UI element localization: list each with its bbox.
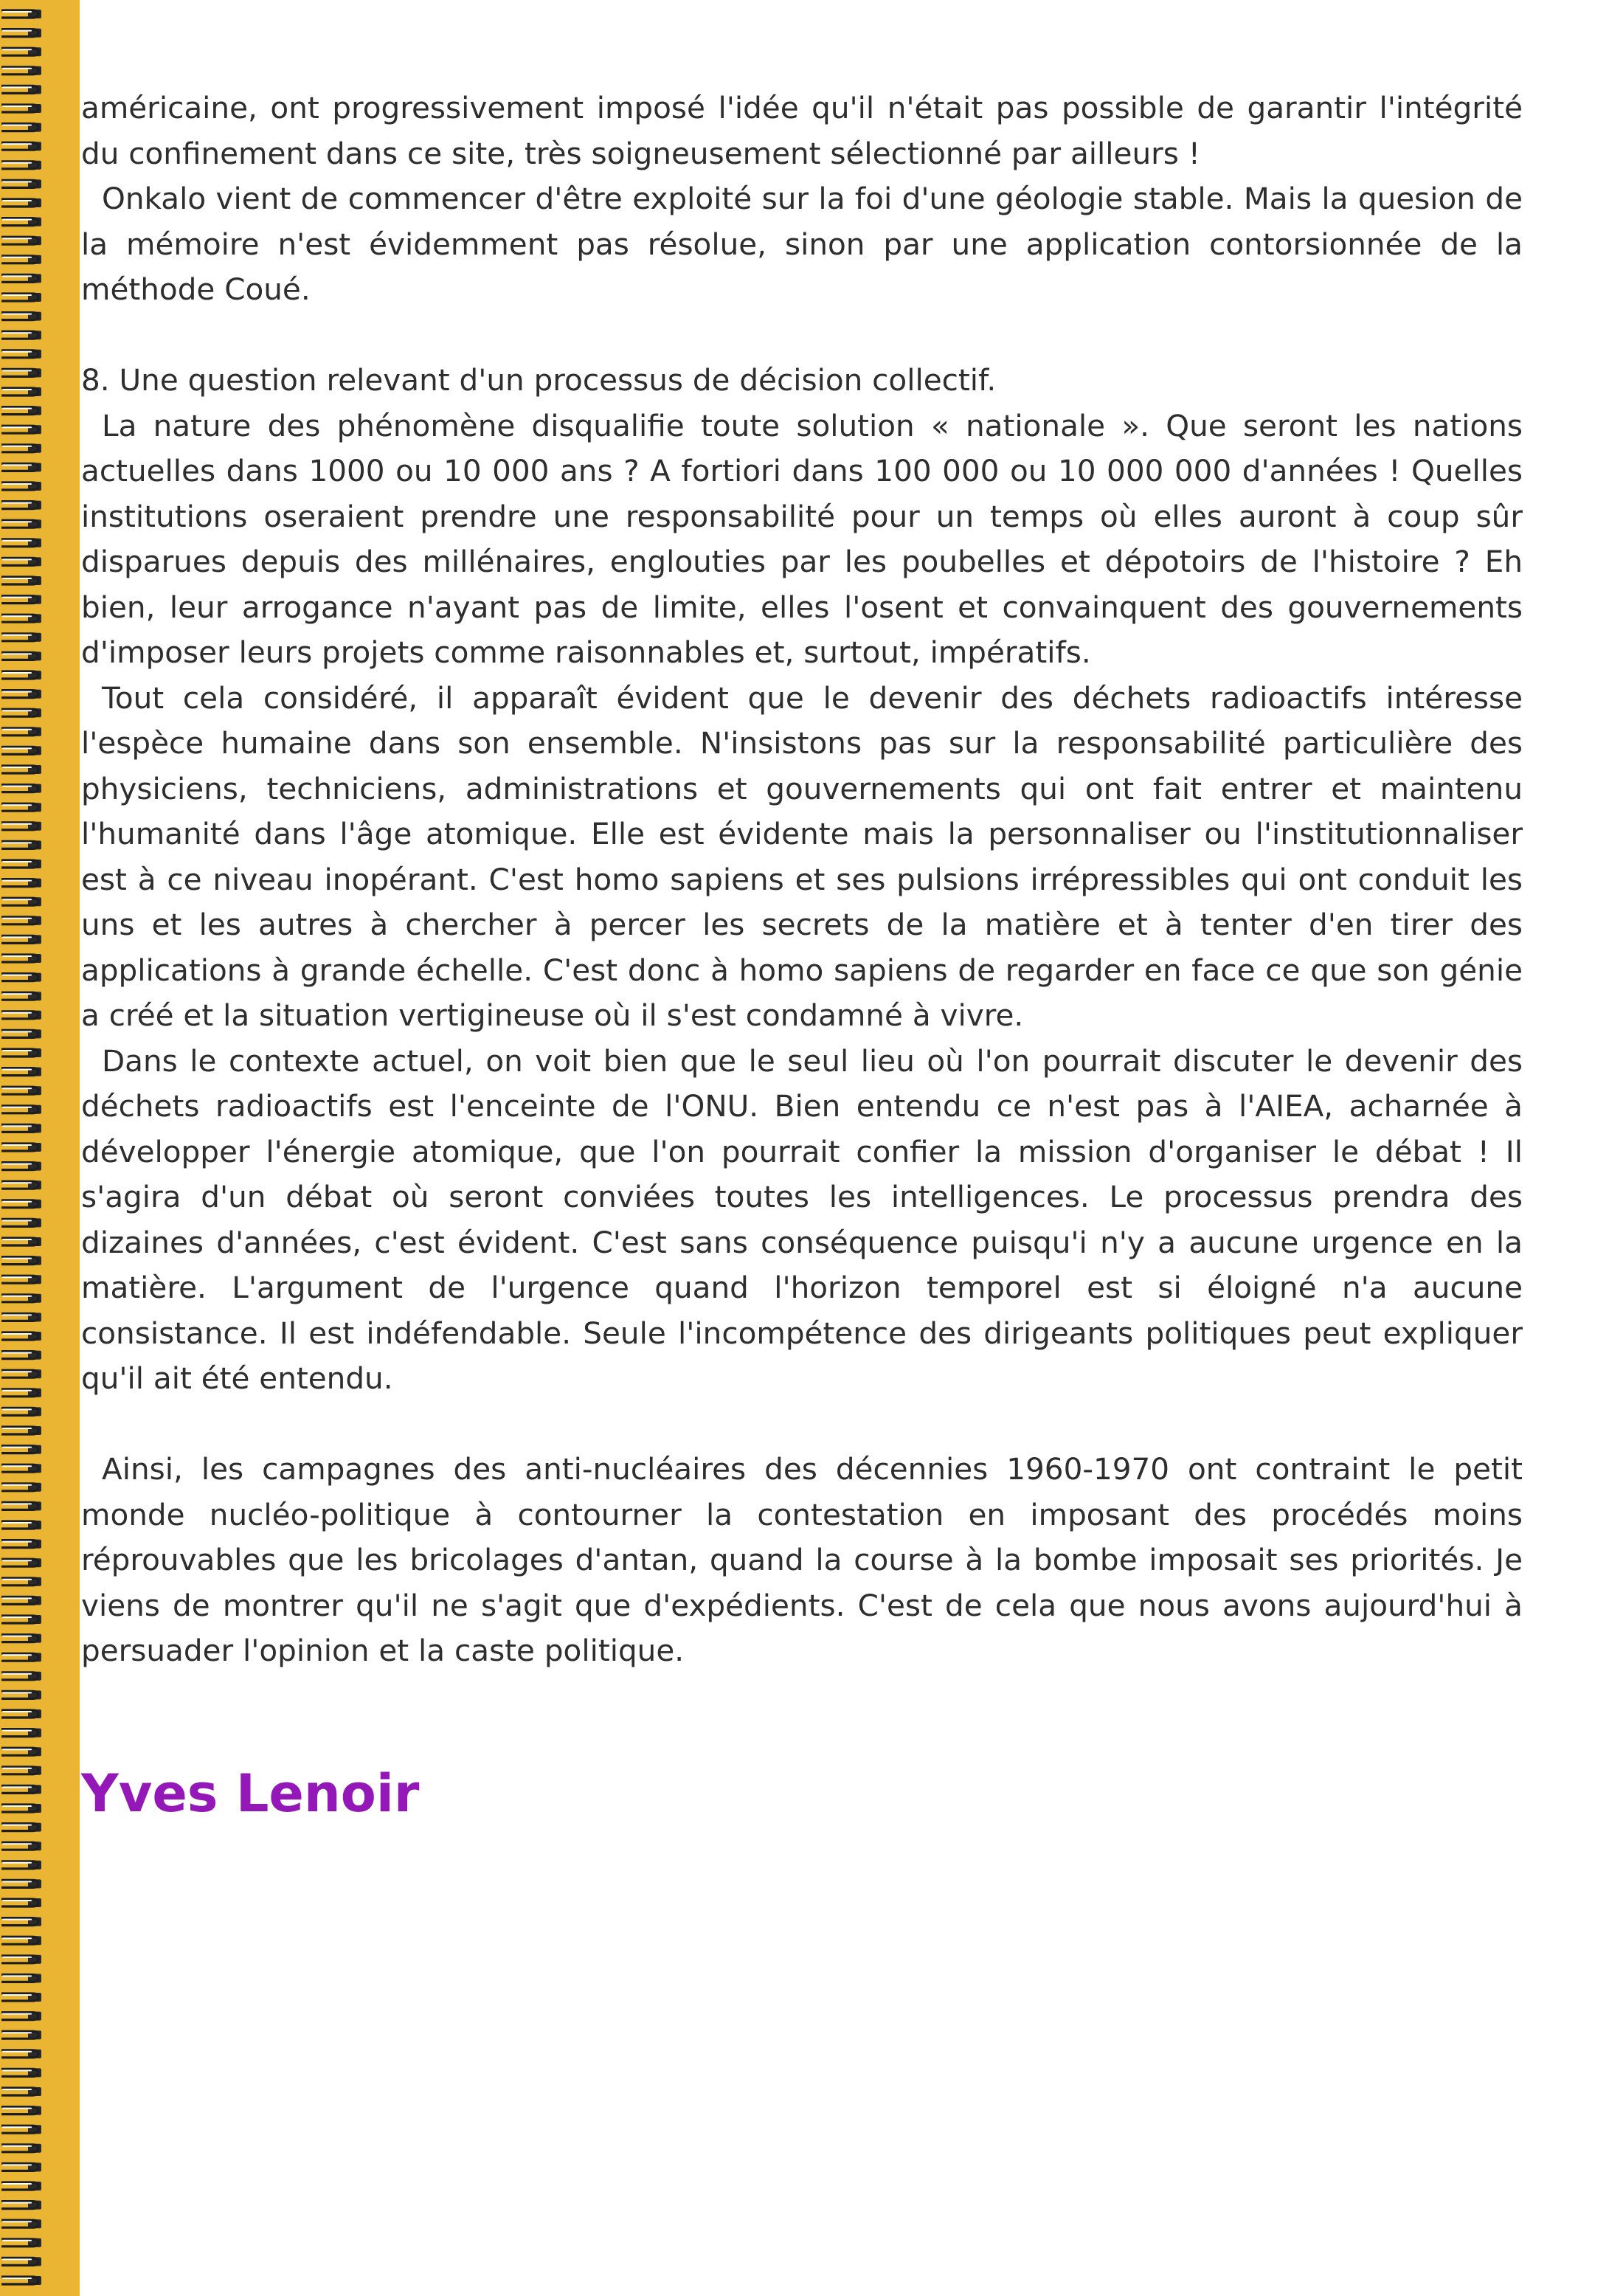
spiral-ring	[1, 85, 41, 94]
spiral-ring	[1, 1634, 41, 1643]
spiral-ring	[1, 407, 41, 415]
spiral-ring	[1, 1294, 41, 1303]
spiral-ring	[1, 633, 41, 642]
spiral-ring	[1, 179, 41, 188]
paragraph-3: La nature des phénomène disqualifie toute solution « nationale ». Que seront les nations actuelles dans 1000 ou 10 000 ans ? A fortiori dans 100 000 ou 10 000 000 d'années ! Quelles institutions oseraient prendre une responsabilité pour un temps où elles auront à coup sûr disparues depuis des millénaires, englouties par les poubelles et dépotoirs de l'histoire ? Eh bien, leur arrogance n'ayant pas de limite, elles l'osent et convainquent des gouvernements d'imposer leurs projets comme raisonnables et, surtout, impératifs.	[81, 407, 1523, 670]
spiral-ring	[1, 1068, 41, 1076]
spiral-ring	[1, 1011, 41, 1020]
spiral-ring	[1, 1729, 41, 1737]
spiral-ring	[1, 1804, 41, 1813]
spiral-ring	[1, 293, 41, 302]
spiral-ring	[1, 539, 41, 547]
spiral-rings	[0, 0, 80, 2296]
spiral-ring	[1, 331, 41, 339]
spiral-ring	[1, 2276, 41, 2285]
spiral-ring	[1, 123, 41, 132]
spiral-ring	[1, 425, 41, 434]
spiral-ring	[1, 1898, 41, 1907]
paragraph-2: Onkalo vient de commencer d'être exploité sur la foi d'une géologie stable. Mais la quesion de la mémoire n'est évidemment pas résolue, sinon par une application contorsionnée de la méthode Coué.	[81, 181, 1523, 307]
spiral-ring	[1, 387, 41, 396]
spiral-ring	[1, 1086, 41, 1095]
spiral-ring	[1, 840, 41, 849]
spiral-ring	[1, 10, 41, 18]
spiral-ring	[1, 1426, 41, 1435]
spiral-ring	[1, 1615, 41, 1624]
spiral-ring	[1, 1275, 41, 1284]
spiral-ring	[1, 463, 41, 471]
spiral-ring	[1, 1785, 41, 1794]
spiral-ring	[1, 746, 41, 755]
spiral-ring	[1, 671, 41, 680]
spiral-ring	[1, 727, 41, 736]
spiral-ring	[1, 651, 41, 660]
author-signature: Yves Lenoir	[81, 1763, 420, 1824]
spiral-ring	[1, 66, 41, 75]
paragraph-6: Ainsi, les campagnes des anti-nucléaires des décennies 1960-1970 ont contraint le petit monde nucléo-politique à contourner la contestation en imposant des procédés moins réprouvables que les bricolages d'antan, quand la course à la bombe imposait ses priorités. Je viens de montrer qu'il ne s'agit que d'expédients. C'est de cela que nous avons aujourd'hui à persuader l'opinion et la caste politique.	[81, 1451, 1523, 1668]
spiral-ring	[1, 1918, 41, 1926]
spiral-ring	[1, 1747, 41, 1756]
spiral-ring	[1, 1823, 41, 1832]
spiral-ring	[1, 104, 41, 113]
spiral-ring	[1, 47, 41, 56]
spiral-ring	[1, 2201, 41, 2210]
spiral-ring	[1, 312, 41, 321]
spiral-ring	[1, 897, 41, 906]
spiral-ring	[1, 2030, 41, 2039]
spiral-ring	[1, 973, 41, 982]
spiral-ring	[1, 1766, 41, 1775]
spiral-ring	[1, 2068, 41, 2077]
spiral-ring	[1, 708, 41, 717]
spiral-ring	[1, 1842, 41, 1850]
spiral-ring	[1, 482, 41, 491]
spiral-binding	[0, 0, 80, 2296]
spiral-ring	[1, 1124, 41, 1133]
spiral-ring	[1, 1029, 41, 1038]
spiral-ring	[1, 2106, 41, 2115]
spiral-ring	[1, 2144, 41, 2153]
spiral-ring	[1, 1596, 41, 1605]
spiral-ring	[1, 161, 41, 170]
spiral-ring	[1, 690, 41, 699]
spiral-ring	[1, 1407, 41, 1416]
spiral-ring	[1, 1483, 41, 1492]
spiral-ring	[1, 1048, 41, 1057]
spiral-ring	[1, 765, 41, 774]
spiral-ring	[1, 1369, 41, 1378]
spiral-ring	[1, 501, 41, 510]
spiral-ring	[1, 218, 41, 227]
spiral-ring	[1, 368, 41, 377]
spiral-ring	[1, 274, 41, 283]
spiral-ring	[1, 519, 41, 528]
spiral-ring	[1, 1955, 41, 1964]
spiral-ring	[1, 2012, 41, 2021]
spiral-ring	[1, 2125, 41, 2134]
spiral-ring	[1, 444, 41, 453]
paragraph-4: Tout cela considéré, il apparaît évident que le devenir des déchets radioactifs intéresse l'espèce humaine dans son ensemble. N'insistons pas sur la responsabilité particulière des physiciens, techniciens, administrations et gouvernements qui ont fait entrer et maintenu l'humanité dans l'âge atomique. Elle est évidente mais la personnaliser ou l'institutionnaliser est à ce niveau inopérant. C'est homo sapiens et ses pulsions irrépressibles qui ont conduit les uns et les autres à chercher à percer les secrets de la matière et à tenter d'en tirer des applications à grande échelle. C'est donc à homo sapiens de regarder en face ce que son génie a créé et la situation vertigineuse où il s'est condamné à vivre.	[81, 680, 1523, 1033]
spiral-ring	[1, 1879, 41, 1888]
spiral-ring	[1, 1105, 41, 1114]
spiral-ring	[1, 350, 41, 359]
spiral-ring	[1, 1351, 41, 1360]
spiral-ring	[1, 2087, 41, 2096]
spiral-ring	[1, 1162, 41, 1171]
spiral-ring	[1, 1218, 41, 1227]
spiral-ring	[1, 1180, 41, 1189]
spiral-ring	[1, 1143, 41, 1152]
spiral-ring	[1, 255, 41, 264]
spiral-ring	[1, 1313, 41, 1321]
spiral-ring	[1, 1690, 41, 1699]
spiral-ring	[1, 2162, 41, 2171]
spiral-ring	[1, 29, 41, 38]
paragraph-1: américaine, ont progressivement imposé l'idée qu'il n'était pas possible de garantir l'intégrité du confinement dans ce site, très soigneusement sélectionné par ailleurs !	[81, 90, 1523, 171]
spiral-ring	[1, 1464, 41, 1473]
spiral-ring	[1, 614, 41, 623]
paragraph-5: Dans le contexte actuel, on voit bien que le seul lieu où l'on pourrait discuter le devenir des déchets radioactifs est l'enceinte de l'ONU. Bien entendu ce n'est pas à l'AIEA, acharnée à développer l'énergie atomique, que l'on pourrait confier la mission d'organiser le débat ! Il s'agira d'un débat où seront conviées toutes les intelligences. Le processus prendra des dizaines d'années, c'est évident. C'est sans conséquence puisqu'i n'y a aucune urgence en la matière. L'argument de l'urgence quand l'horizon temporel est si éloigné n'a aucune consistance. Il est indéfendable. Seule l'incompétence des dirigeants politiques peut expliquer qu'il ait été entendu.	[81, 1042, 1523, 1396]
spiral-ring	[1, 916, 41, 925]
spiral-ring	[1, 557, 41, 566]
spiral-ring	[1, 198, 41, 207]
spiral-ring	[1, 142, 41, 151]
spiral-ring	[1, 1237, 41, 1246]
spiral-ring	[1, 1256, 41, 1265]
spiral-ring	[1, 2182, 41, 2190]
spiral-ring	[1, 595, 41, 604]
spiral-ring	[1, 879, 41, 888]
spiral-ring	[1, 1521, 41, 1529]
spiral-ring	[1, 2219, 41, 2228]
spiral-ring	[1, 2257, 41, 2266]
spiral-ring	[1, 1501, 41, 1510]
spiral-ring	[1, 1200, 41, 1208]
spiral-ring	[1, 1709, 41, 1718]
spiral-ring	[1, 1558, 41, 1567]
spiral-ring	[1, 935, 41, 944]
spiral-ring	[1, 1861, 41, 1870]
spiral-ring	[1, 1332, 41, 1341]
spiral-ring	[1, 992, 41, 1000]
spiral-ring	[1, 1389, 41, 1397]
article-body	[81, 86, 1523, 1674]
spiral-ring	[1, 1445, 41, 1454]
spiral-ring	[1, 576, 41, 585]
spiral-ring	[1, 2238, 41, 2247]
spiral-ring	[1, 236, 41, 245]
spiral-ring	[1, 784, 41, 793]
spiral-ring	[1, 1540, 41, 1549]
spiral-ring	[1, 954, 41, 963]
spiral-ring	[1, 1936, 41, 1945]
spiral-ring	[1, 822, 41, 831]
spiral-ring	[1, 1577, 41, 1586]
spiral-ring	[1, 860, 41, 868]
spiral-ring	[1, 1672, 41, 1681]
spiral-ring	[1, 803, 41, 812]
spiral-ring	[1, 2050, 41, 2058]
spiral-ring	[1, 1974, 41, 1982]
spiral-ring	[1, 1653, 41, 1662]
section-heading-8: 8. Une question relevant d'un processus de décision collectif.	[81, 362, 997, 398]
spiral-ring	[1, 1993, 41, 2002]
